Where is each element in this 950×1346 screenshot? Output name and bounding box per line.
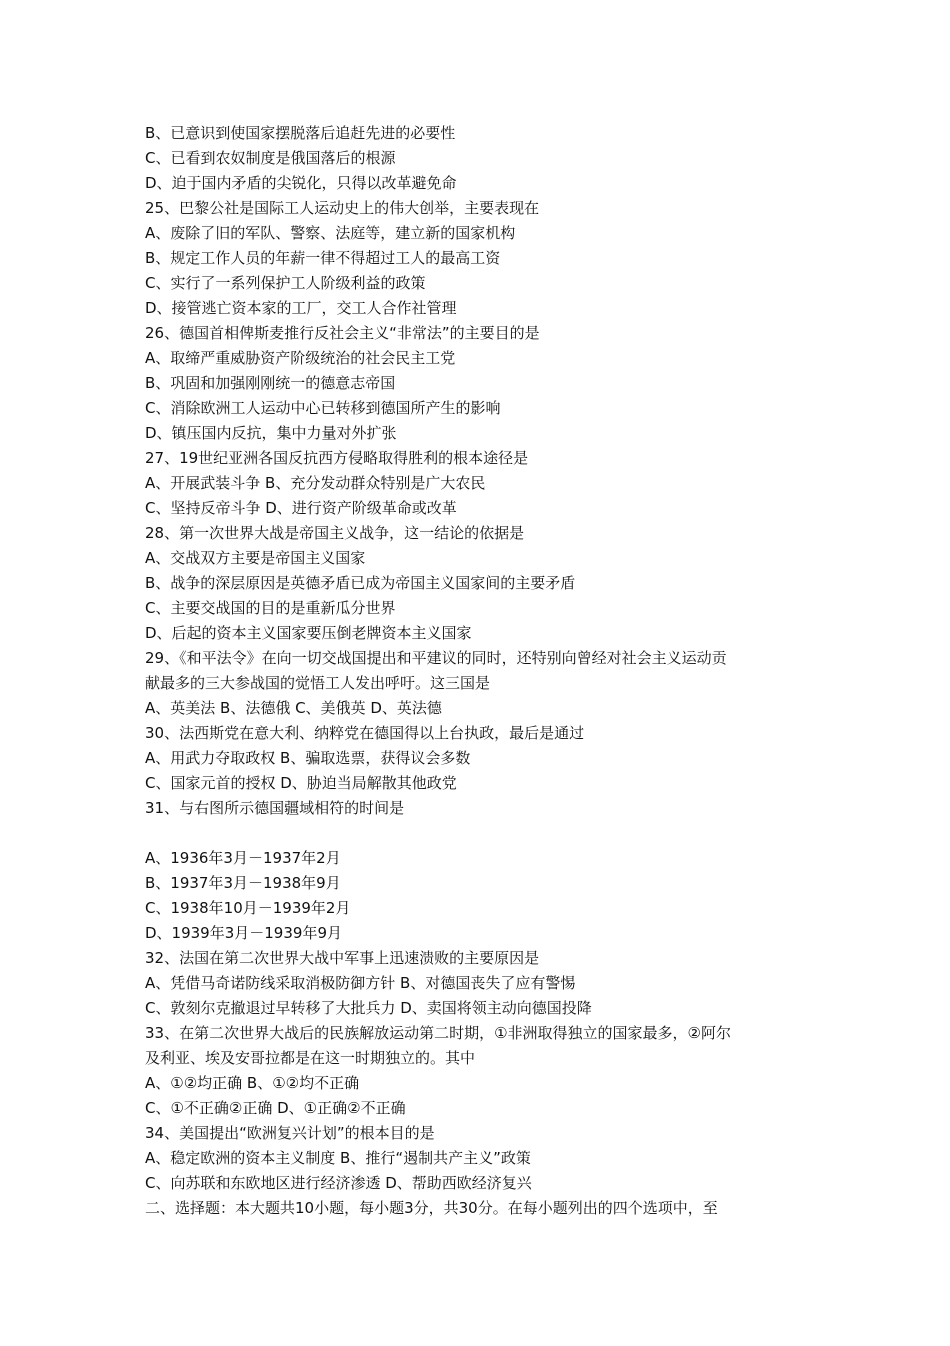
option-line: C、坚持反帝斗争 D、进行资产阶级革命或改革 xyxy=(145,499,457,517)
option-line: D、1939年3月－1939年9月 xyxy=(145,924,342,942)
question-33: 33、在第二次世界大战后的民族解放运动第二时期，①非洲取得独立的国家最多，②阿尔 xyxy=(145,1024,731,1042)
question-28: 28、第一次世界大战是帝国主义战争，这一结论的依据是 xyxy=(145,524,525,542)
question-31: 31、与右图所示德国疆域相符的时间是 xyxy=(145,799,405,817)
option-line: A、凭借马奇诺防线采取消极防御方针 B、对德国丧失了应有警惕 xyxy=(145,974,576,992)
option-line: A、取缔严重威胁资产阶级统治的社会民主工党 xyxy=(145,349,456,367)
option-line: A、交战双方主要是帝国主义国家 xyxy=(145,549,366,567)
option-line: C、主要交战国的目的是重新瓜分世界 xyxy=(145,599,396,617)
option-line: B、1937年3月－1938年9月 xyxy=(145,874,341,892)
option-line: D、镇压国内反抗，集中力量对外扩张 xyxy=(145,424,397,442)
option-line: A、废除了旧的军队、警察、法庭等，建立新的国家机构 xyxy=(145,224,516,242)
option-line: A、用武力夺取政权 B、骗取选票，获得议会多数 xyxy=(145,749,471,767)
text-line: C、已看到农奴制度是俄国落后的根源 xyxy=(145,149,396,167)
question-34: 34、美国提出“欧洲复兴计划”的根本目的是 xyxy=(145,1124,435,1142)
text-line: B、已意识到使国家摆脱落后追赶先进的必要性 xyxy=(145,124,456,142)
question-29-continued: 献最多的三大参战国的觉悟工人发出呼吁。这三国是 xyxy=(145,674,491,692)
document-body xyxy=(145,121,835,1221)
option-line: B、巩固和加强刚刚统一的德意志帝国 xyxy=(145,374,396,392)
option-line: A、①②均正确 B、①②均不正确 xyxy=(145,1074,360,1092)
option-line: C、1938年10月－1939年2月 xyxy=(145,899,351,917)
question-25: 25、巴黎公社是国际工人运动史上的伟大创举，主要表现在 xyxy=(145,199,540,217)
option-line: C、①不正确②正确 D、①正确②不正确 xyxy=(145,1099,406,1117)
question-29: 29、《和平法令》在向一切交战国提出和平建议的同时，还特别向曾经对社会主义运动贡 xyxy=(145,649,727,667)
option-line: B、规定工作人员的年薪一律不得超过工人的最高工资 xyxy=(145,249,501,267)
question-33-continued: 及利亚、埃及安哥拉都是在这一时期独立的。其中 xyxy=(145,1049,476,1067)
option-line: A、1936年3月－1937年2月 xyxy=(145,849,341,867)
question-30: 30、法西斯党在意大利、纳粹党在德国得以上台执政，最后是通过 xyxy=(145,724,585,742)
option-line: A、英美法 B、法德俄 C、美俄英 D、英法德 xyxy=(145,699,442,717)
option-line: B、战争的深层原因是英德矛盾已成为帝国主义国家间的主要矛盾 xyxy=(145,574,576,592)
text-line: D、迫于国内矛盾的尖锐化，只得以改革避免命 xyxy=(145,174,457,192)
option-line: A、开展武装斗争 B、充分发动群众特别是广大农民 xyxy=(145,474,486,492)
option-line: C、消除欧洲工人运动中心已转移到德国所产生的影响 xyxy=(145,399,501,417)
option-line: C、实行了一系列保护工人阶级利益的政策 xyxy=(145,274,426,292)
blank-line xyxy=(145,821,835,846)
option-line: D、后起的资本主义国家要压倒老牌资本主义国家 xyxy=(145,624,472,642)
option-line: D、接管逃亡资本家的工厂，交工人合作社管理 xyxy=(145,299,457,317)
option-line: C、国家元首的授权 D、胁迫当局解散其他政党 xyxy=(145,774,457,792)
option-line: A、稳定欧洲的资本主义制度 B、推行“遏制共产主义”政策 xyxy=(145,1149,531,1167)
option-line: C、敦刻尔克撤退过早转移了大批兵力 D、卖国将领主动向德国投降 xyxy=(145,999,592,1017)
option-line: C、向苏联和东欧地区进行经济渗透 D、帮助西欧经济复兴 xyxy=(145,1174,532,1192)
question-26: 26、德国首相俾斯麦推行反社会主义“非常法”的主要目的是 xyxy=(145,324,540,342)
section-heading: 二、选择题：本大题共10小题，每小题3分，共30分。在每小题列出的四个选项中，至 xyxy=(145,1199,718,1217)
question-27: 27、19世纪亚洲各国反抗西方侵略取得胜利的根本途径是 xyxy=(145,449,529,467)
question-32: 32、法国在第二次世界大战中军事上迅速溃败的主要原因是 xyxy=(145,949,540,967)
